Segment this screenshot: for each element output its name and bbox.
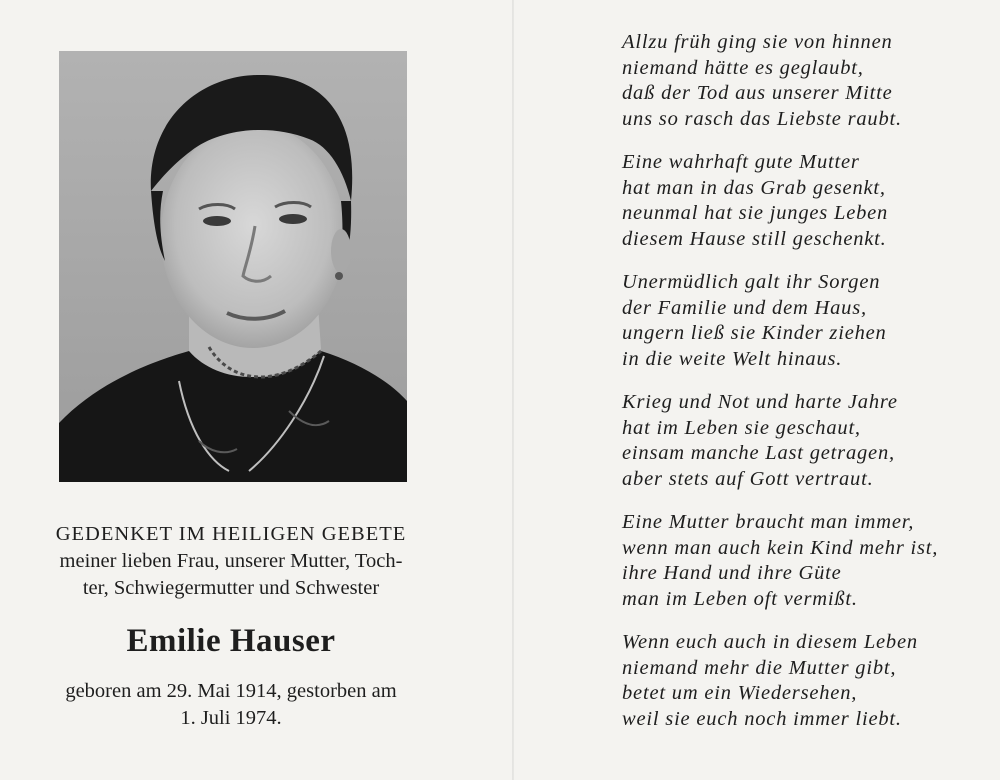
verse-line: Allzu früh ging sie von hinnen xyxy=(622,31,893,53)
verse-line: Unermüdlich galt ihr Sorgen xyxy=(622,271,881,293)
verse-line: einsam manche Last getragen, xyxy=(622,442,895,464)
verse-line: ihre Hand und ihre Güte xyxy=(622,562,842,584)
card-fold xyxy=(512,0,514,780)
verse-line: hat man in das Grab gesenkt, xyxy=(622,176,886,199)
verse-line: man im Leben oft vermißt. xyxy=(622,587,858,610)
verse-line: niemand mehr die Mutter gibt, xyxy=(622,656,897,679)
stanza-1 xyxy=(622,30,992,132)
stanza-3 xyxy=(622,270,992,372)
verse-line: niemand hätte es geglaubt, xyxy=(622,56,864,79)
verse-line: neunmal hat sie junges Leben xyxy=(622,202,889,224)
verse-line: hat im Leben sie geschaut, xyxy=(622,416,861,439)
verse-line: ungern ließ sie Kinder ziehen xyxy=(622,322,887,344)
stanza-5 xyxy=(622,510,992,612)
memorial-text xyxy=(0,520,462,732)
verse-line: in die weite Welt hinaus. xyxy=(622,347,843,370)
verse-line: uns so rasch das Liebste raubt. xyxy=(622,107,902,130)
verse-line: diesem Hause still geschenkt. xyxy=(622,227,887,250)
intro-line-1: meiner lieben Frau, unserer Mutter, Toch- xyxy=(59,550,403,572)
dates-line-1: geboren am 29. Mai 1914, gestorben am xyxy=(65,680,397,702)
verse-line: wenn man auch kein Kind mehr ist, xyxy=(622,536,939,559)
verse-line: aber stets auf Gott vertraut. xyxy=(622,467,874,490)
stanza-6 xyxy=(622,630,992,732)
verse-line: Eine Mutter braucht man immer, xyxy=(622,511,915,533)
verse-line: der Familie und dem Haus, xyxy=(622,296,867,319)
stanza-2 xyxy=(622,150,992,252)
poem xyxy=(622,30,992,750)
deceased-name: Emilie Hauser xyxy=(126,623,336,659)
verse-line: betet um ein Wiedersehen, xyxy=(622,682,858,704)
portrait-photo xyxy=(59,51,407,482)
memorial-heading: GEDENKET IM HEILIGEN GEBETE xyxy=(55,523,407,545)
stanza-4 xyxy=(622,390,992,492)
verse-line: Krieg und Not und harte Jahre xyxy=(622,391,898,413)
verse-line: weil sie euch noch immer liebt. xyxy=(622,707,902,730)
verse-line: Wenn euch auch in diesem Leben xyxy=(622,631,918,653)
intro-line-2: ter, Schwiegermutter und Schwester xyxy=(82,577,380,599)
verse-line: daß der Tod aus unserer Mitte xyxy=(622,82,893,104)
verse-line: Eine wahrhaft gute Mutter xyxy=(622,151,860,173)
dates-line-2: 1. Juli 1974. xyxy=(180,707,282,729)
